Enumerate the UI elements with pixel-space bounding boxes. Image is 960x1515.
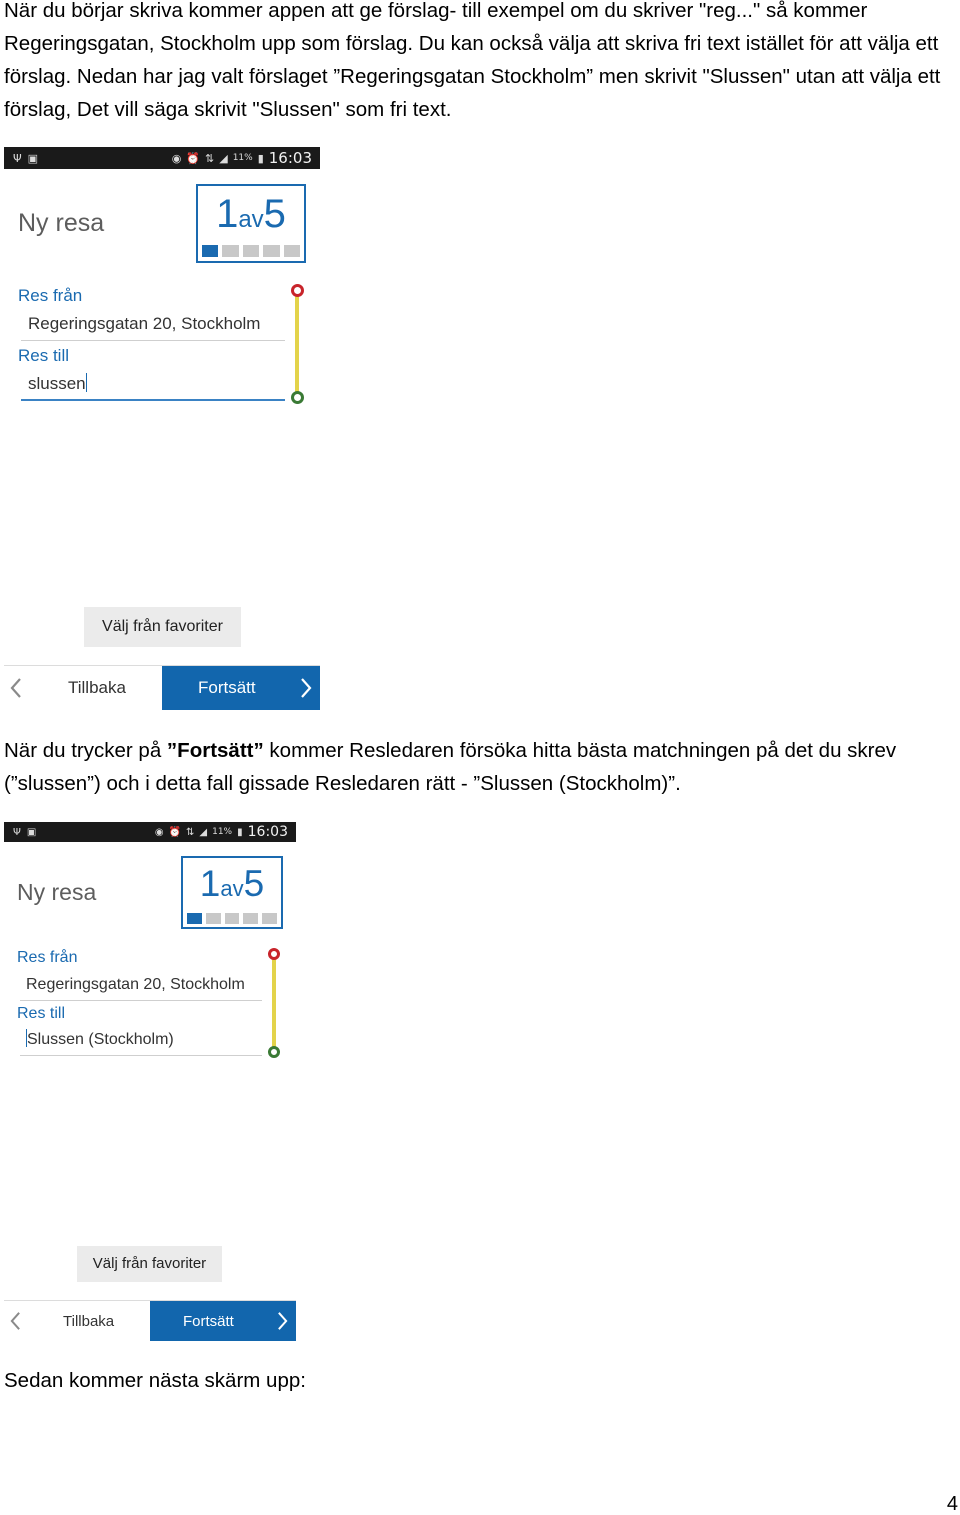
text-caret <box>86 373 88 392</box>
eye-icon: ◉ <box>171 151 182 165</box>
battery-percent: 11% <box>212 827 233 837</box>
step-bar <box>202 245 218 257</box>
step-bar <box>263 245 279 257</box>
para2-text-before: När du trycker på <box>4 739 167 762</box>
route-end-dot <box>268 1046 280 1058</box>
phone-screenshot-1 <box>4 147 320 710</box>
route-end-dot <box>291 391 304 404</box>
chevron-right-icon <box>300 666 312 710</box>
battery-percent: 11% <box>232 153 253 163</box>
next-screen-paragraph: Sedan kommer nästa skärm upp: <box>4 1369 306 1392</box>
to-field-text: Slussen (Stockholm) <box>27 1031 174 1048</box>
status-time: 16:03 <box>247 824 288 840</box>
bottom-navigation <box>4 1300 296 1341</box>
favorites-button[interactable]: Välj från favoriter <box>84 607 241 647</box>
step-bar <box>243 245 259 257</box>
bottom-navigation <box>4 665 320 710</box>
chevron-left-icon <box>10 666 22 710</box>
intro-paragraph: När du börjar skriva kommer appen att ge förslag- till exempel om du skriver "reg..." så kommer Regeringsgatan, Stockholm upp som förslag. Du kan också välja att skriva fri text istället för att välja ett förslag. Nedan har jag valt förslaget ”Regeringsgatan Stockholm” men skrivit "Slussen" utan att välja ett förslag, Det vill säga skrivit "Slussen" som fri text. <box>4 0 941 121</box>
para2-bold: ”Fortsätt” <box>166 739 264 762</box>
step-indicator <box>181 856 283 929</box>
step-bar <box>206 913 221 924</box>
to-label: Res till <box>18 346 70 365</box>
continue-button[interactable] <box>150 1301 296 1341</box>
status-time: 16:03 <box>268 149 312 167</box>
to-field[interactable] <box>20 1028 262 1056</box>
alarm-icon: ⏰ <box>186 151 200 165</box>
step-bar <box>284 245 300 257</box>
screen-title: Ny resa <box>18 209 105 237</box>
battery-icon: ▮ <box>237 826 243 838</box>
screen-title: Ny resa <box>17 879 97 905</box>
image-icon: ▣ <box>26 826 37 838</box>
eye-icon: ◉ <box>154 826 164 838</box>
continue-button[interactable] <box>162 666 320 710</box>
signal-icon: ◢ <box>199 826 208 838</box>
back-label: Tillbaka <box>63 1312 115 1330</box>
chevron-right-icon <box>277 1301 288 1341</box>
step-indicator <box>196 184 306 263</box>
from-label: Res från <box>17 949 78 966</box>
step-current: 1 <box>199 863 221 904</box>
step-bar <box>222 245 238 257</box>
step-progress <box>187 913 277 924</box>
step-bar <box>187 913 202 924</box>
data-icon: ⇅ <box>186 826 195 838</box>
para2-text-after: kommer Resledaren försöka hitta bästa matchningen på det du skrev (”slussen”) och i detta fall gissade Resledaren rätt - ”Slussen (Stockholm)”. <box>4 739 897 795</box>
status-bar <box>4 822 296 842</box>
step-total: 5 <box>263 192 286 236</box>
status-bar <box>4 147 320 169</box>
from-field[interactable]: Regeringsgatan 20, Stockholm <box>21 311 285 341</box>
phone-screenshot-2 <box>4 822 296 1341</box>
step-current: 1 <box>216 192 239 236</box>
signal-icon: ◢ <box>219 151 228 165</box>
to-field-text: slussen <box>28 374 86 393</box>
favorites-button[interactable]: Välj från favoriter <box>77 1246 222 1282</box>
step-bar <box>243 913 258 924</box>
continue-label: Fortsätt <box>183 1312 234 1330</box>
from-label: Res från <box>18 286 83 305</box>
image-icon: ▣ <box>27 151 39 165</box>
route-line <box>295 296 299 393</box>
back-button[interactable] <box>4 1301 150 1341</box>
alarm-icon: ⏰ <box>168 826 182 838</box>
usb-icon: Ψ <box>13 151 22 165</box>
usb-icon: Ψ <box>13 826 21 838</box>
continue-paragraph <box>4 734 950 800</box>
from-field[interactable]: Regeringsgatan 20, Stockholm <box>20 973 262 1001</box>
step-total: 5 <box>243 863 265 904</box>
data-icon: ⇅ <box>205 151 215 165</box>
to-field[interactable] <box>21 371 285 401</box>
continue-label: Fortsätt <box>198 678 256 697</box>
back-button[interactable] <box>4 666 162 710</box>
step-bar <box>262 913 277 924</box>
battery-icon: ▮ <box>257 151 264 165</box>
page-number: 4 <box>946 1493 958 1515</box>
route-start-dot <box>268 948 280 960</box>
chevron-left-icon <box>10 1301 21 1341</box>
route-start-dot <box>291 284 304 297</box>
to-label: Res till <box>17 1005 66 1022</box>
back-label: Tillbaka <box>68 678 126 697</box>
route-line <box>272 959 276 1048</box>
step-progress <box>202 245 300 257</box>
step-bar <box>225 913 240 924</box>
step-of: av <box>238 206 264 233</box>
step-of: av <box>220 876 244 901</box>
